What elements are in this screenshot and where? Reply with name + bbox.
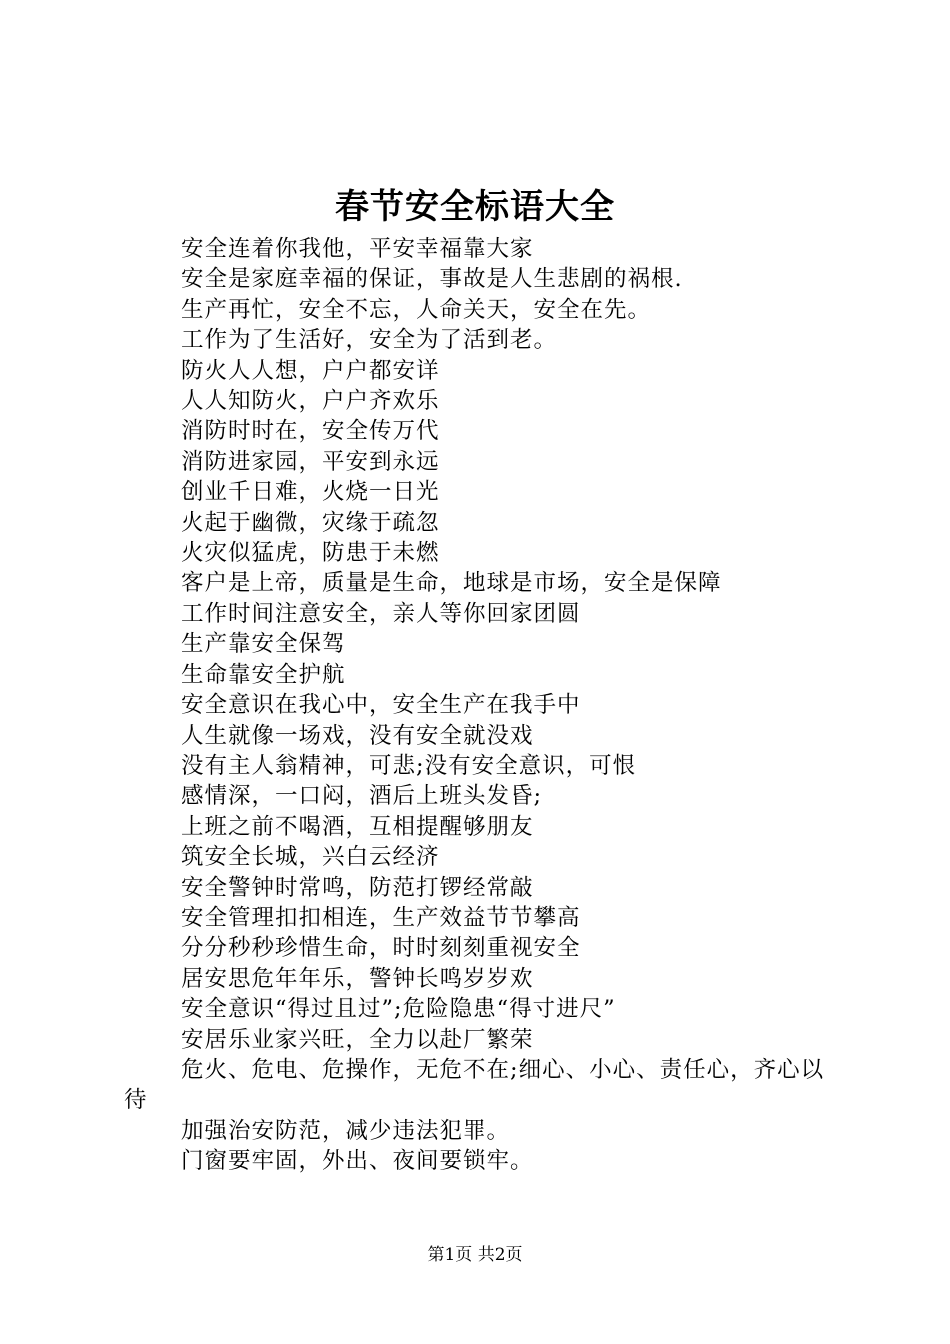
slogan-line: 分分秒秒珍惜生命，时时刻刻重视安全 bbox=[181, 935, 581, 962]
slogan-line: 居安思危年年乐，警钟长鸣岁岁欢 bbox=[181, 965, 534, 992]
slogan-line: 安全意识“得过且过”;危险隐患“得寸进尺” bbox=[181, 996, 616, 1023]
slogan-line: 安全是家庭幸福的保证，事故是人生悲剧的祸根. bbox=[181, 266, 683, 293]
slogan-line: 上班之前不喝酒，互相提醒够朋友 bbox=[181, 813, 534, 840]
slogan-line: 火起于幽微，灾缘于疏忽 bbox=[181, 509, 440, 536]
slogan-line: 人人知防火，户户齐欢乐 bbox=[181, 388, 440, 415]
slogan-line: 门窗要牢固，外出、夜间要锁牢。 bbox=[181, 1148, 534, 1175]
slogan-line: 筑安全长城，兴白云经济 bbox=[181, 844, 440, 871]
slogan-line: 人生就像一场戏，没有安全就没戏 bbox=[181, 722, 534, 749]
slogan-line: 客户是上帝，质量是生命，地球是市场，安全是保障 bbox=[181, 570, 722, 597]
slogan-line: 生产靠安全保驾 bbox=[181, 631, 346, 658]
slogan-line: 生命靠安全护航 bbox=[181, 661, 346, 688]
slogan-line: 安居乐业家兴旺，全力以赴厂繁荣 bbox=[181, 1026, 534, 1053]
slogan-line: 创业千日难，火烧一日光 bbox=[181, 479, 440, 506]
slogan-line: 安全管理扣扣相连，生产效益节节攀高 bbox=[181, 904, 581, 931]
slogan-line: 安全意识在我心中，安全生产在我手中 bbox=[181, 692, 581, 719]
slogan-line: 火灾似猛虎，防患于未燃 bbox=[181, 540, 440, 567]
slogan-line: 安全连着你我他，平安幸福靠大家 bbox=[181, 236, 534, 262]
slogan-line: 消防时时在，安全传万代 bbox=[181, 418, 440, 445]
slogan-line: 安全警钟时常鸣，防范打锣经常敲 bbox=[181, 874, 534, 901]
slogan-line: 加强治安防范，减少违法犯罪。 bbox=[181, 1117, 511, 1144]
page-number-footer: 第1页 共2页 bbox=[427, 1245, 523, 1265]
slogan-line: 感情深，一口闷，酒后上班头发昏; bbox=[181, 783, 543, 810]
document-title: 春节安全标语大全 bbox=[335, 187, 615, 227]
slogan-line: 防火人人想，户户都安详 bbox=[181, 357, 440, 384]
slogan-line: 没有主人翁精神，可悲;没有安全意识，可恨 bbox=[181, 752, 637, 779]
slogan-line: 危火、危电、危操作，无危不在;细心、小心、责任心，齐心以待 bbox=[124, 1056, 825, 1114]
slogan-line: 生产再忙，安全不忘，人命关天，安全在先。 bbox=[181, 296, 652, 323]
slogan-line: 消防进家园，平安到永远 bbox=[181, 448, 440, 475]
slogan-line: 工作为了生活好，安全为了活到老。 bbox=[181, 327, 558, 354]
slogan-line: 工作时间注意安全，亲人等你回家团圆 bbox=[181, 600, 581, 627]
slogan-list bbox=[124, 234, 836, 1177]
